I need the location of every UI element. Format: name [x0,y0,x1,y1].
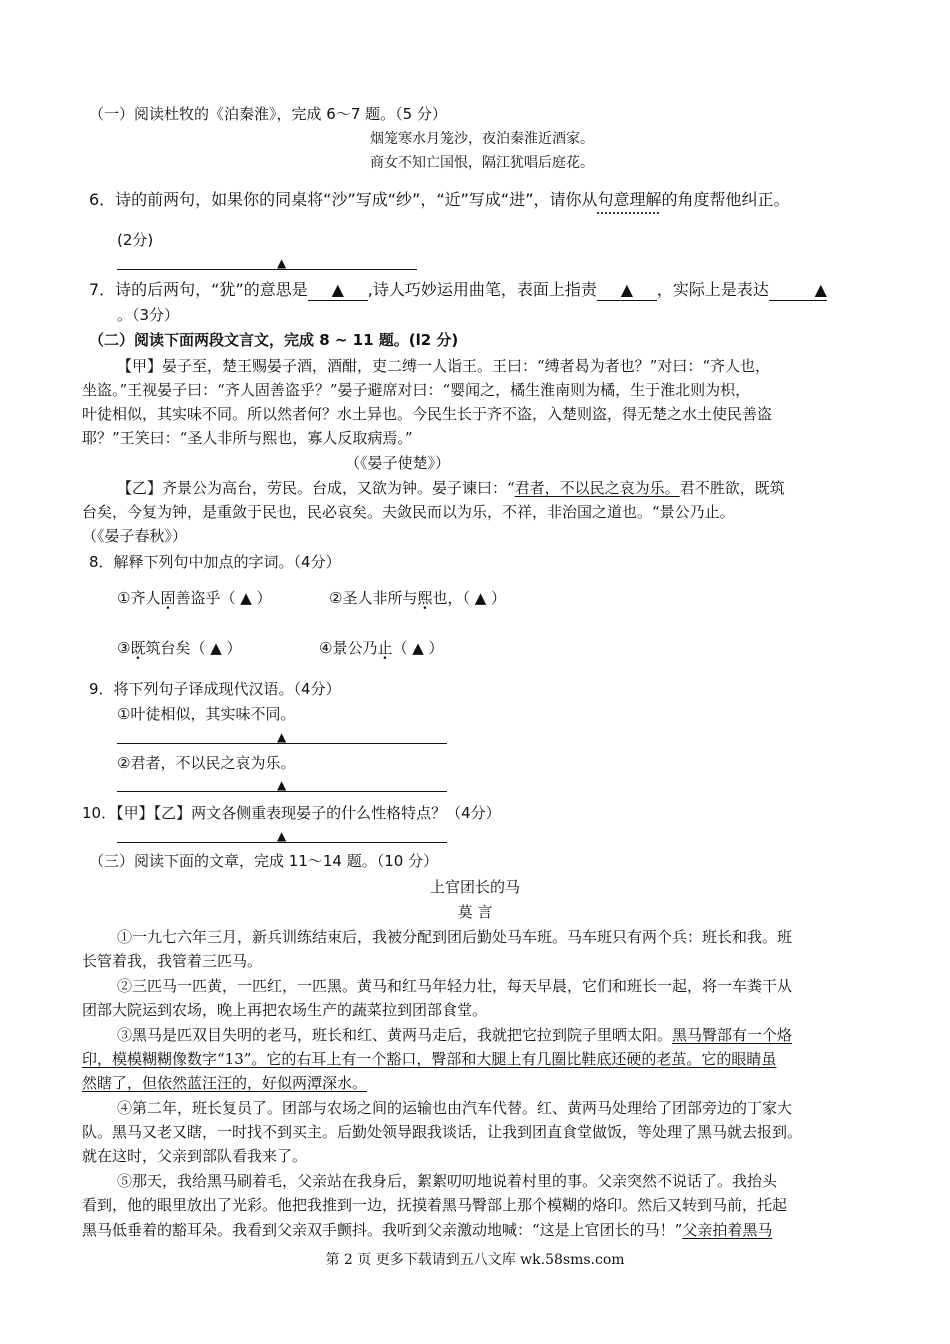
yi-line-2: 台矣，今复为钟，是重敛于民也，民必哀矣。夫敛民而以为乐，不祥，非治国之道也。“景公乃止。 [82,503,735,521]
section2-title: （二）阅读下面两段文言文，完成 8 ~ 11 题。(l2 分) [89,331,459,349]
q7-part-1: 7．诗的后两句，“犹”的意思是 [89,280,308,299]
q8-item-2-text-b: 也，（ ▲ ） [432,589,507,607]
poem-line-2: 商女不知亡国恨，隔江犹唱后庭花。 [370,155,594,171]
q8-item-2-text-a: ②圣人非所与 [329,589,418,607]
para-5-underlined: 父亲拍着黑马 [682,1221,773,1239]
para-5-line-3 [82,1220,772,1240]
para-4-line-1: ④第二年，班长复员了。团部与农场之间的运输也由汽车代替。红、黄两马处理给了团部旁边的丁家大 [117,1099,793,1117]
section3-title: （三）阅读下面的文章，完成 11～14 题。（10 分） [89,852,439,870]
question-7 [89,280,827,301]
q8-item-1[interactable] [117,588,272,608]
q8-item-4-text-b: （ ▲ ） [392,639,444,657]
q10-answer-mark: ▲ [277,829,287,843]
q6-answer-line[interactable] [117,269,417,270]
q7-blank-1[interactable]: ▲ [308,280,368,301]
q7-blank-3[interactable]: ▲ [769,280,827,301]
para-1-line-1: ①一九七六年三月，新兵训练结束后，我被分配到团后勤处马车班。马车班只有两个兵：班长和我。班 [117,928,793,946]
q7-part-3: ，实际上是表达 [656,280,769,299]
story-author: 莫 言 [457,903,493,921]
para-4-line-2: 队。黑马又老又瞎，一时找不到买主。后勤处领导跟我谈话，让我到团直食堂做饭，等处理了黑马就去报到。 [82,1123,803,1141]
para-4-line-3: 就在这时，父亲到部队看我来了。 [82,1147,308,1165]
q7-part-2: ,诗人巧妙运用曲笔，表面上指责 [367,280,597,299]
jia-source: （《晏子使楚》） [345,454,451,472]
q8-item-1-text-a: ①齐人 [117,589,161,607]
jia-line-4: 耶？”王笑曰：“圣人非所与熙也，寡人反取病焉。” [82,429,413,447]
q9-sentence-2: ②君者，不以民之哀为乐。 [117,754,296,772]
q7-blank-2[interactable]: ▲ [597,280,657,301]
jia-line-2: 坐盗。”王视晏子曰：“齐人固善盗乎？”晏子避席对曰：“婴闻之，橘生淮南则为橘，生于淮北则为枳， [82,381,751,399]
yi-source: （《晏子春秋》） [82,527,188,545]
q8-item-3-text-b: 筑台矣（ ▲ ） [145,639,242,657]
para-3-line-1-a: ③黑马是匹双目失明的老马，班长和红、黄两马走后，我就把它拉到院子里晒太阳。 [117,1026,673,1044]
q8-item-3[interactable] [117,638,242,658]
q7-score: 。（3分） [117,306,180,324]
q8-item-1-dotted: 固 [160,589,176,607]
q8-item-4-dotted: 止 [377,639,393,657]
question-10: 10．【甲】【乙】两文各侧重表现晏子的什么性格特点？（4分） [82,804,501,822]
yi-line-1-b: 君不胜欲，既筑 [679,479,785,497]
question-9-title: 9．将下列句子译成现代汉语。（4分） [89,680,341,698]
story-title: 上官团长的马 [429,878,520,896]
para-5-line-3-a: 黑马低垂着的豁耳朵。我看到父亲双手颤抖。我听到父亲激动地喊：“这是上官团长的马！” [82,1221,683,1239]
q6-score: (2分) [117,231,154,249]
question-8-title: 8．解释下列句中加点的字词。（4分） [89,553,341,571]
section1-title: （一）阅读杜牧的《泊秦淮》，完成 6～7 题。（5 分） [89,105,447,123]
yi-line-1 [117,478,785,498]
para-1-line-2: 长管着我，我管着三匹马。 [82,952,263,970]
q8-item-4-text-a: ④景公乃 [319,639,378,657]
q6-text-a: 6．诗的前两句，如果你的同桌将“沙”写成“纱”，“近”写成“进”，请你从 [89,190,598,209]
q6-text-b: 的角度帮他纠正。 [661,190,790,209]
para-5-line-2: 看到，他的眼里放出了光彩。他把我推到一边，抚摸着黑马臀部上那个模糊的烙印。然后又转到马前，托起 [82,1196,788,1214]
para-3-underlined-1: 黑马臀部有一个烙 [672,1026,793,1044]
q10-answer-line[interactable] [117,842,447,843]
q9-answer-line-2[interactable] [117,791,447,792]
q8-item-3-dotted: 既 [130,639,146,657]
q8-item-3-text-a: ③ [117,639,131,657]
q8-item-2[interactable] [329,588,506,608]
para-3-line-1 [117,1025,792,1045]
q9-answer-mark-2: ▲ [277,778,287,792]
question-6 [89,190,790,210]
para-5-line-1: ⑤那天，我给黑马刷着毛，父亲站在我身后，絮絮叨叨地说着村里的事。父亲突然不说话了。我抬头 [117,1172,778,1190]
jia-line-1: 【甲】晏子至，楚王赐晏子酒，酒酣，吏二缚一人诣王。王曰：“缚者曷为者也？”对曰：“齐人也， [117,357,771,375]
poem-line-1: 烟笼寒水月笼沙，夜泊秦淮近酒家。 [370,131,594,147]
para-2-line-1: ②三匹马一匹黄，一匹红，一匹黑。黄马和红马年轻力壮，每天早晨，它们和班长一起，将一车粪干从 [117,977,793,995]
yi-underlined-sentence: 君者，不以民之哀为乐。 [514,479,680,497]
q9-answer-mark-1: ▲ [277,730,287,744]
q9-answer-line-1[interactable] [117,743,447,744]
yi-line-1-a: 【乙】齐景公为高台，劳民。台成，又欲为钟。晏子谏曰：“ [117,479,515,497]
para-3-line-2: 印，模模糊糊像数字“13”。它的右耳上有一个豁口，臀部和大腿上有几圈比鞋底还硬的老茧。它的眼睛虽 [82,1050,777,1068]
para-2-line-2: 团部大院运到农场，晚上再把农场生产的蔬菜拉到团部食堂。 [82,1001,488,1019]
q6-dotted-words: 句意理解 [597,190,662,209]
q8-item-4[interactable] [319,638,444,658]
jia-line-3: 叶徒相似，其实味不同。所以然者何？水土异也。今民生长于齐不盗，入楚则盗，得无楚之水土使民善盗 [82,405,773,423]
q8-item-1-text-b: 善盗乎（ ▲ ） [175,589,272,607]
q8-item-2-dotted: 熙 [417,589,433,607]
page-footer: 第 2 页 更多下载请到五八文库 wk.58sms.com [325,1252,625,1268]
q6-answer-mark: ▲ [277,256,287,270]
para-3-line-3: 然瞎了，但依然蓝汪汪的，好似两潭深水。 [82,1074,368,1092]
q9-sentence-1: ①叶徒相似，其实味不同。 [117,705,296,723]
